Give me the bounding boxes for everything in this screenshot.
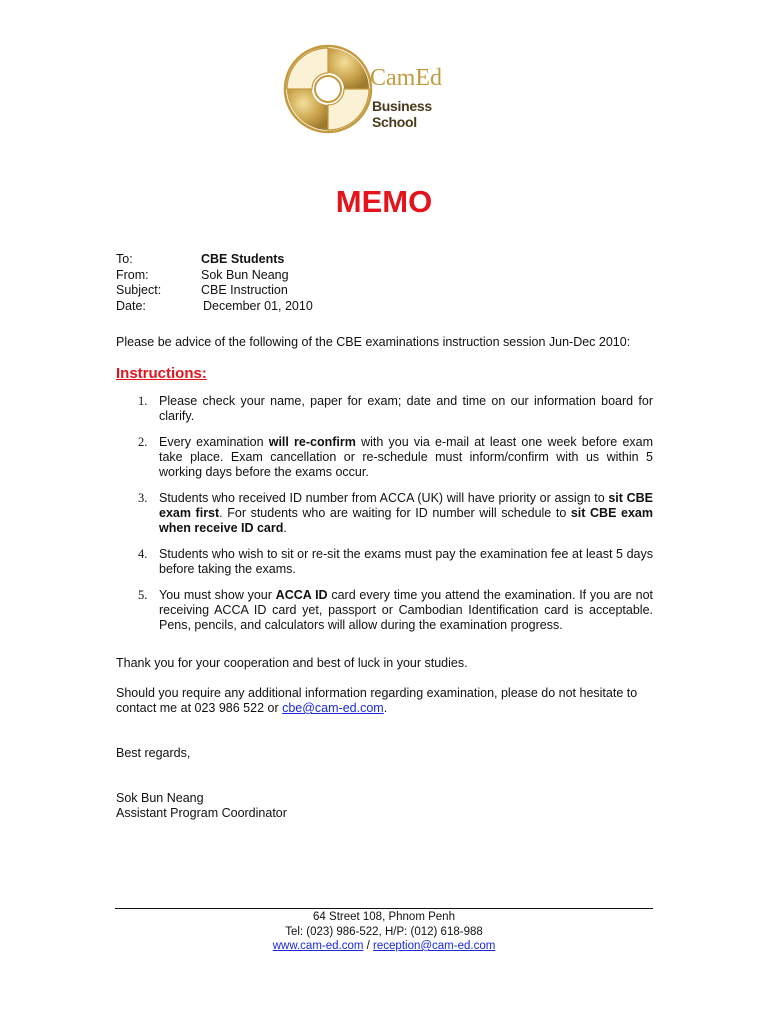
list-item-text: You must show your [159,588,276,602]
from-label: From: [116,267,149,282]
list-item-text: with you via e-mail at least one week before exam take place. Exam cancellation or re-schedule must inform/confirm with us within 5 working days before the exams occur. [159,435,654,479]
header-subject-row [116,283,313,299]
list-item-number: 4. [138,547,148,561]
signature-block [116,791,287,821]
subject-label: Subject: [116,283,162,297]
footer-divider [115,908,653,909]
list-item [116,394,653,424]
list-item-text: Please check your name, paper for exam; date and time on our information board for clarify. [159,394,653,423]
logo-subtitle-text: Business School [372,98,432,130]
memo-title: MEMO [335,184,433,219]
list-item-emphasis: sit CBE exam first [159,491,653,520]
subject-value: CBE Instruction [201,283,288,297]
cammed-logo [282,43,472,135]
footer-website-link[interactable]: www.cam-ed.com [272,940,364,952]
signature-title: Assistant Program Coordinator [116,806,287,820]
list-item [116,547,653,577]
list-item-text: card every time you attend the examination. If you are not receiving ACCA ID card yet, passport or Cambodian Identification card is acceptable. Pens, pencils, and calculators will allow during the examination progress. [159,588,653,632]
logo-brand-text: CamEd [370,65,442,91]
logo-emblem-icon [282,43,374,135]
list-item-text: Students who received ID number from ACCA (UK) will have priority or assign to [159,491,609,505]
footer-separator: / [363,940,374,952]
memo-header [116,252,313,314]
closing-regards: Best regards, [116,746,191,760]
list-item-number: 1. [138,394,148,408]
to-label: To: [116,252,133,266]
list-item-number: 5. [138,588,148,602]
list-item-text: . [283,521,287,535]
footer-links [0,939,768,954]
list-item-emphasis: ACCA ID [275,588,328,602]
list-item-number: 3. [138,491,148,505]
list-item-emphasis: will re-confirm [268,435,356,449]
list-item [116,435,653,480]
date-value: December 01, 2010 [203,298,313,313]
from-value: Sok Bun Neang [201,267,289,282]
list-item-text: Students who wish to sit or re-sit the exams must pay the examination fee at least 5 days before taking the exams. [159,547,653,576]
footer-address: 64 Street 108, Phnom Penh [313,911,455,923]
header-date-row [116,299,313,315]
instructions-heading: Instructions: [116,365,207,382]
signature-name: Sok Bun Neang [116,791,204,805]
footer-email-link[interactable]: reception@cam-ed.com [373,940,496,952]
footer-phone: Tel: (023) 986-522, H/P: (012) 618-988 [285,925,483,938]
to-value: CBE Students [201,252,285,266]
instructions-list [116,394,653,644]
list-item-number: 2. [138,435,148,449]
list-item-text: Every examination [159,435,269,449]
list-item [116,491,653,536]
contact-text: Should you require any additional information regarding examination, please do not hesitate to contact me at 023 986 522 or [116,686,638,715]
contact-email-link[interactable]: cbe@cam-ed.com [282,701,384,715]
contact-paragraph [116,686,656,716]
list-item-emphasis: sit CBE exam when receive ID card [159,506,653,535]
date-label: Date: [116,298,146,313]
list-item-text: . For students who are waiting for ID number will schedule to [219,506,571,520]
intro-paragraph: Please be advice of the following of the CBE examinations instruction session Jun-Dec 2010: [116,335,631,349]
list-item [116,588,653,633]
header-to-row [116,252,313,268]
header-from-row [116,268,313,284]
thanks-paragraph: Thank you for your cooperation and best of luck in your studies. [116,656,468,670]
contact-end: . [383,701,388,715]
footer [0,910,768,954]
